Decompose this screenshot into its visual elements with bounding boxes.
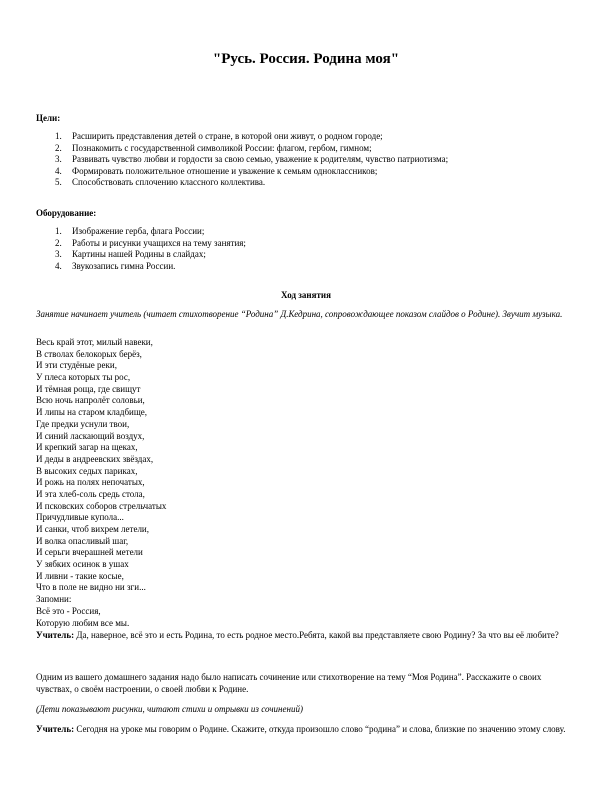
poem-line: И крепкий загар на щеках, — [36, 442, 138, 453]
poem-line: И волка опасливый шаг, — [36, 535, 129, 546]
poem-line: И эти студёные реки, — [36, 360, 117, 371]
poem-line: И ливни - такие косые, — [36, 570, 124, 581]
children-note: (Дети показывают рисунки, читают стихи и отрывки из сочинений) — [36, 704, 303, 714]
poem-line: И эта хлеб-соль средь стола, — [36, 488, 145, 499]
poem-line: Причудливые купола... — [36, 512, 124, 523]
poem-line: И псковских соборов стрельчатых — [36, 500, 167, 511]
homework-paragraph: Одним из вашего домашнего задания надо было написать сочинение или стихотворение на тему “Моя Родина”. Расскажите о своих чувствах, о своём настроении, о своей любви к Родине. — [36, 672, 542, 694]
list-item: 1. Расширить представления детей о стране, в которой они живут, о родном городе; — [55, 131, 383, 141]
poem-line: Запомни: — [36, 594, 72, 605]
goals-list — [36, 131, 596, 189]
speaker-label: Учитель: — [36, 724, 75, 734]
speaker-label: Учитель: — [36, 630, 75, 640]
teacher-remark-2: Учитель: Сегодня на уроке мы говорим о Родине. Скажите, откуда произошло слово “родина” и слова, близкие по значению этому слову. — [36, 724, 566, 734]
page-title: "Русь. Россия. Родина моя" — [212, 51, 400, 67]
poem-line: Где предки уснули твои, — [36, 418, 130, 429]
section-heading: Ход занятия — [281, 290, 331, 300]
teacher-remark-1: Учитель: Да, наверное, всё это и есть Родина, то есть родное место.Ребята, какой вы представляете свою Родину? За что вы её любите? — [36, 630, 559, 640]
poem-line: И липы на старом кладбище, — [36, 407, 148, 418]
poem-line: И синий ласкающий воздух, — [36, 430, 145, 441]
poem — [36, 337, 336, 629]
list-item: 3. Картины нашей Родины в слайдах; — [55, 249, 206, 259]
poem-line: И санки, чтоб вихрем летели, — [36, 524, 150, 534]
poem-line: И серьги вчерашней метели — [36, 547, 143, 558]
poem-line: И деды в андреевских звёздах, — [36, 453, 154, 464]
poem-line: У зябких осинок в ушах — [36, 559, 129, 570]
poem-line: Что в поле не видно ни зги... — [36, 582, 146, 593]
poem-line: Которую любим все мы. — [36, 617, 130, 628]
equipment-label: Оборудование: — [36, 208, 97, 218]
list-item: 2. Работы и рисунки учащихся на тему занятия; — [55, 237, 246, 248]
poem-line: Всё это - Россия, — [36, 605, 101, 616]
poem-line: В стволах белокорых берёз, — [36, 348, 142, 359]
goals-label: Цели: — [36, 113, 61, 123]
list-item: 2. Познакомить с государственной символикой России: флагом, гербом, гимном; — [55, 142, 372, 153]
list-item: 5. Способствовать сплочению классного коллектива. — [55, 177, 266, 187]
poem-line: У плеса которых ты рос, — [36, 372, 131, 383]
poem-line: И тёмная роща, где свищут — [36, 383, 141, 394]
list-item: 4. Формировать положительное отношение и уважение к семьям одноклассников; — [55, 165, 378, 176]
poem-line: Всю ночь напролёт соловьи, — [36, 395, 145, 406]
intro-paragraph: Занятие начинает учитель (читает стихотворение “Родина” Д.Кедрина, сопровождающее показом слайдов о Родине). Звучит музыка. — [36, 309, 563, 319]
equipment-list — [36, 226, 596, 272]
poem-line: В высоких седых париках, — [36, 465, 138, 476]
poem-line: И рожь на полях непочатых, — [36, 477, 145, 488]
poem-line: Весь край этот, милый навеки, — [36, 337, 153, 347]
list-item: 1. Изображение герба, флага России; — [55, 226, 205, 236]
list-item: 3. Развивать чувство любви и гордости за свою семью, уважение к родителям, чувство патриотизма; — [55, 154, 449, 164]
list-item: 4. Звукозапись гимна России. — [55, 260, 176, 271]
